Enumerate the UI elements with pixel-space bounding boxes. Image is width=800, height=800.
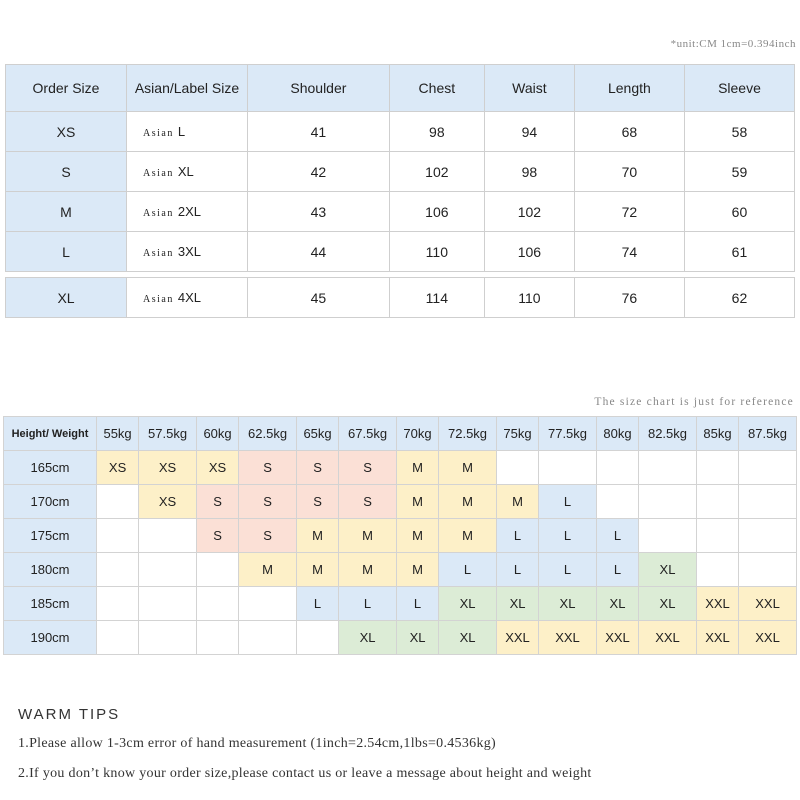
size-recommendation-cell: L (539, 553, 597, 587)
size-recommendation-cell: XS (139, 451, 197, 485)
height-cell: 185cm (4, 587, 97, 621)
size-recommendation-cell: XXL (596, 621, 638, 655)
length-cell: 72 (574, 192, 684, 232)
col-header-asian-size: Asian/Label Size (127, 65, 248, 112)
size-chart-table (5, 64, 795, 318)
size-recommendation-cell: S (296, 451, 338, 485)
unit-note: *unit:CM 1cm=0.394inch (670, 38, 796, 50)
size-recommendation-cell (139, 519, 197, 553)
size-recommendation-cell: M (396, 485, 438, 519)
weight-header: 62.5kg (239, 417, 297, 451)
weight-header: 57.5kg (139, 417, 197, 451)
size-recommendation-cell: L (596, 519, 638, 553)
shoulder-cell: 42 (248, 152, 390, 192)
size-recommendation-cell (739, 519, 797, 553)
asian-size-cell (127, 152, 248, 192)
size-recommendation-cell (739, 451, 797, 485)
asian-prefix: Asian (143, 248, 174, 259)
size-recommendation-cell: M (396, 519, 438, 553)
size-recommendation-cell (696, 451, 738, 485)
size-recommendation-cell (97, 519, 139, 553)
size-recommendation-cell: M (439, 519, 497, 553)
col-header-shoulder: Shoulder (248, 65, 390, 112)
size-recommendation-cell: L (539, 485, 597, 519)
size-recommendation-cell (139, 553, 197, 587)
waist-cell: 106 (484, 232, 574, 272)
col-header-order-size: Order Size (6, 65, 127, 112)
asian-label: 2XL (177, 204, 201, 219)
size-recommendation-cell: L (396, 587, 438, 621)
weight-header: 55kg (97, 417, 139, 451)
weight-header: 82.5kg (639, 417, 697, 451)
size-recommendation-cell: S (239, 451, 297, 485)
asian-size-cell (127, 232, 248, 272)
size-recommendation-cell: XL (496, 587, 538, 621)
length-cell: 68 (574, 112, 684, 152)
size-recommendation-cell (696, 553, 738, 587)
size-recommendation-cell: XXL (696, 587, 738, 621)
tip-1: 1.Please allow 1-3cm error of hand measurement (1inch=2.54cm,1lbs=0.4536kg) (18, 736, 497, 751)
weight-header: 77.5kg (539, 417, 597, 451)
height-row (4, 519, 797, 553)
asian-size-cell (127, 192, 248, 232)
size-recommendation-cell: M (339, 553, 397, 587)
order-size-cell: S (6, 152, 127, 192)
length-cell: 76 (574, 278, 684, 318)
size-recommendation-cell (739, 553, 797, 587)
weight-header: 87.5kg (739, 417, 797, 451)
size-chart-header-row (6, 65, 795, 112)
col-header-chest: Chest (389, 65, 484, 112)
size-recommendation-cell: XL (539, 587, 597, 621)
col-header-waist: Waist (484, 65, 574, 112)
height-cell: 165cm (4, 451, 97, 485)
size-recommendation-cell: XS (97, 451, 139, 485)
weight-header: 85kg (696, 417, 738, 451)
tip-2: 2.If you don’t know your order size,please contact us or leave a message about height and weight (18, 766, 592, 781)
size-recommendation-cell: L (496, 519, 538, 553)
chest-cell: 102 (389, 152, 484, 192)
height-row (4, 621, 797, 655)
chest-cell: 106 (389, 192, 484, 232)
waist-cell: 110 (484, 278, 574, 318)
weight-header: 60kg (196, 417, 238, 451)
height-row (4, 553, 797, 587)
size-row (6, 232, 795, 272)
size-recommendation-cell: L (439, 553, 497, 587)
height-cell: 170cm (4, 485, 97, 519)
size-recommendation-cell: S (339, 485, 397, 519)
size-recommendation-cell (97, 587, 139, 621)
size-recommendation-cell: XL (396, 621, 438, 655)
size-recommendation-cell: M (296, 519, 338, 553)
chest-cell: 110 (389, 232, 484, 272)
size-recommendation-cell (196, 587, 238, 621)
asian-prefix: Asian (143, 128, 174, 139)
asian-label: 4XL (177, 290, 201, 305)
asian-label: L (177, 124, 186, 139)
height-cell: 190cm (4, 621, 97, 655)
shoulder-cell: 43 (248, 192, 390, 232)
size-recommendation-cell: L (539, 519, 597, 553)
size-recommendation-cell: XXL (739, 621, 797, 655)
size-recommendation-cell: XL (639, 553, 697, 587)
size-recommendation-cell: L (339, 587, 397, 621)
size-recommendation-cell: XS (139, 485, 197, 519)
corner-header: Height/ Weight (4, 417, 97, 451)
size-recommendation-cell: XXL (739, 587, 797, 621)
size-recommendation-cell: M (396, 451, 438, 485)
order-size-cell: L (6, 232, 127, 272)
size-recommendation-cell: XXL (496, 621, 538, 655)
waist-cell: 98 (484, 152, 574, 192)
size-recommendation-cell: S (196, 485, 238, 519)
size-recommendation-cell: S (239, 485, 297, 519)
chest-cell: 98 (389, 112, 484, 152)
asian-label: 3XL (177, 244, 201, 259)
size-recommendation-cell (539, 451, 597, 485)
size-recommendation-cell: L (296, 587, 338, 621)
sleeve-cell: 59 (684, 152, 794, 192)
size-recommendation-cell (596, 485, 638, 519)
size-recommendation-cell: XL (439, 587, 497, 621)
length-cell: 74 (574, 232, 684, 272)
reference-note: The size chart is just for reference (594, 396, 794, 408)
warm-tips-title: WARM TIPS (18, 706, 121, 723)
size-recommendation-cell: L (596, 553, 638, 587)
size-recommendation-cell: XXL (539, 621, 597, 655)
size-recommendation-cell: XS (196, 451, 238, 485)
chest-cell: 114 (389, 278, 484, 318)
size-recommendation-cell (97, 485, 139, 519)
asian-size-cell (127, 278, 248, 318)
size-row (6, 278, 795, 318)
col-header-length: Length (574, 65, 684, 112)
size-row (6, 152, 795, 192)
asian-label: XL (177, 164, 194, 179)
size-recommendation-cell (496, 451, 538, 485)
size-recommendation-cell (97, 621, 139, 655)
size-recommendation-cell (196, 621, 238, 655)
size-recommendation-cell (139, 621, 197, 655)
weight-header: 67.5kg (339, 417, 397, 451)
height-cell: 180cm (4, 553, 97, 587)
height-row (4, 587, 797, 621)
size-recommendation-cell (639, 519, 697, 553)
size-recommendation-cell (696, 485, 738, 519)
sleeve-cell: 58 (684, 112, 794, 152)
size-recommendation-cell: L (496, 553, 538, 587)
asian-size-cell (127, 112, 248, 152)
height-cell: 175cm (4, 519, 97, 553)
order-size-cell: XL (6, 278, 127, 318)
weight-header: 80kg (596, 417, 638, 451)
size-recommendation-cell (639, 451, 697, 485)
weight-header: 72.5kg (439, 417, 497, 451)
size-recommendation-cell: S (196, 519, 238, 553)
height-row (4, 451, 797, 485)
sleeve-cell: 62 (684, 278, 794, 318)
shoulder-cell: 44 (248, 232, 390, 272)
size-recommendation-cell (239, 621, 297, 655)
order-size-cell: XS (6, 112, 127, 152)
waist-cell: 94 (484, 112, 574, 152)
size-recommendation-cell (696, 519, 738, 553)
height-row (4, 485, 797, 519)
order-size-cell: M (6, 192, 127, 232)
size-row (6, 112, 795, 152)
size-recommendation-cell (296, 621, 338, 655)
size-recommendation-cell: XXL (639, 621, 697, 655)
size-recommendation-cell: M (496, 485, 538, 519)
size-recommendation-cell: XL (639, 587, 697, 621)
sleeve-cell: 61 (684, 232, 794, 272)
weight-header: 65kg (296, 417, 338, 451)
weight-header: 70kg (396, 417, 438, 451)
length-cell: 70 (574, 152, 684, 192)
weight-header: 75kg (496, 417, 538, 451)
size-recommendation-cell: M (396, 553, 438, 587)
asian-prefix: Asian (143, 208, 174, 219)
size-recommendation-cell: XL (439, 621, 497, 655)
size-recommendation-cell: S (239, 519, 297, 553)
size-recommendation-cell: M (439, 451, 497, 485)
size-recommendation-cell: XL (339, 621, 397, 655)
size-recommendation-cell: M (239, 553, 297, 587)
height-weight-table (3, 416, 797, 655)
size-recommendation-cell (196, 553, 238, 587)
size-recommendation-cell: XXL (696, 621, 738, 655)
shoulder-cell: 45 (248, 278, 390, 318)
shoulder-cell: 41 (248, 112, 390, 152)
size-recommendation-cell (739, 485, 797, 519)
size-recommendation-cell: S (296, 485, 338, 519)
height-weight-header-row (4, 417, 797, 451)
size-recommendation-cell (97, 553, 139, 587)
size-recommendation-cell: S (339, 451, 397, 485)
size-recommendation-cell (139, 587, 197, 621)
col-header-sleeve: Sleeve (684, 65, 794, 112)
size-recommendation-cell: M (296, 553, 338, 587)
sleeve-cell: 60 (684, 192, 794, 232)
size-row (6, 192, 795, 232)
size-recommendation-cell: XL (596, 587, 638, 621)
asian-prefix: Asian (143, 168, 174, 179)
size-recommendation-cell (639, 485, 697, 519)
size-recommendation-cell: M (339, 519, 397, 553)
size-recommendation-cell (596, 451, 638, 485)
size-recommendation-cell: M (439, 485, 497, 519)
waist-cell: 102 (484, 192, 574, 232)
asian-prefix: Asian (143, 294, 174, 305)
size-recommendation-cell (239, 587, 297, 621)
